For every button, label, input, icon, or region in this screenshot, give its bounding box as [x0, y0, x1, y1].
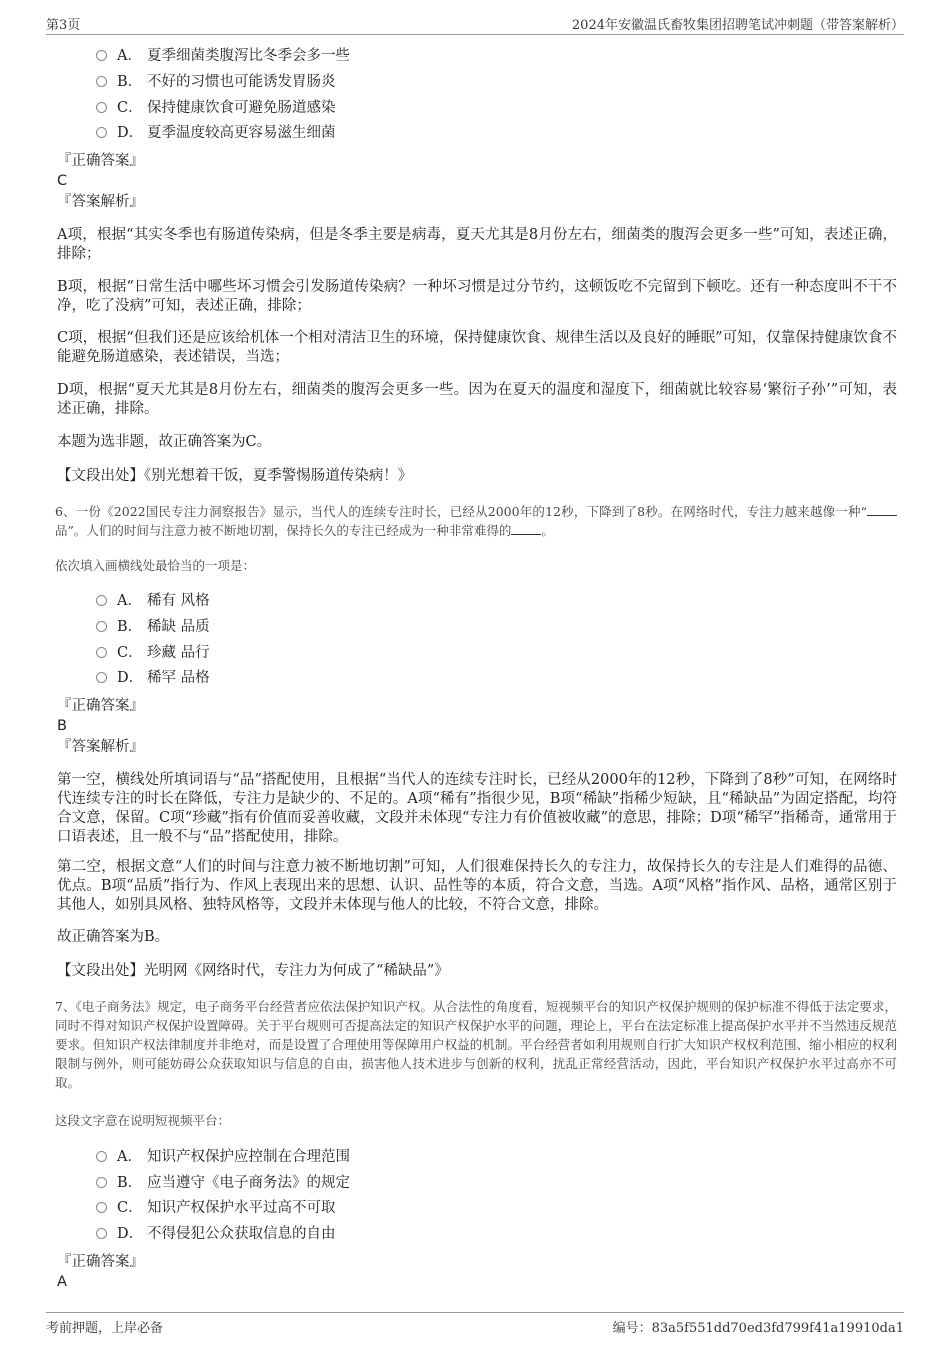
blank-line: [511, 522, 541, 535]
page-number: 第3页: [46, 18, 81, 33]
radio-icon[interactable]: [96, 127, 107, 138]
q5-option-b[interactable]: B． 不好的习惯也可能诱发胃肠炎: [96, 71, 336, 93]
page-footer: [46, 1312, 904, 1335]
document-title: 2024年安徽温氏畜牧集团招聘笔试冲刺题（带答案解析）: [571, 18, 904, 33]
q7-answer: A: [57, 1274, 67, 1290]
q5-analysis-a: A项，根据“其实冬季也有肠道传染病，但是冬季主要是病毒，夏天尤其是8月份左右，细菌类的腹泻会更多一些”可知，表述正确，排除；: [57, 227, 897, 262]
q5-answer: C: [57, 173, 68, 189]
q7-option-d[interactable]: D． 不得侵犯公众获取信息的自由: [96, 1223, 336, 1245]
q5-analysis-b: B项，根据“日常生活中哪些坏习惯会引发肠道传染病？一种坏习惯是过分节约，这顿饭吃不完留到下顿吃。还有一种态度叫不干不净，吃了没病”可知，表述正确，排除；: [57, 279, 897, 314]
page-header: [46, 14, 904, 35]
q6-option-c[interactable]: C． 珍藏 品行: [96, 642, 210, 664]
q6-conclusion: 故正确答案为B。: [57, 929, 170, 945]
q6-prompt: 依次填入画横线处最恰当的一项是：: [55, 558, 256, 573]
q5-source: 【文段出处】《别光想着干饭，夏季警惕肠道传染病！》: [57, 468, 413, 484]
radio-icon[interactable]: [96, 76, 107, 87]
radio-icon[interactable]: [96, 595, 107, 606]
radio-icon[interactable]: [96, 50, 107, 61]
q5-analysis-c: C项，根据“但我们还是应该给机体一个相对清洁卫生的环境，保持健康饮食、规律生活以及良好的睡眠”可知，仅靠保持健康饮食不能避免肠道感染，表述错误，当选；: [57, 330, 897, 365]
q5-option-d[interactable]: D． 夏季温度较高更容易滋生细菌: [96, 122, 336, 144]
q7-stem: 7、《电子商务法》规定，电子商务平台经营者应依法保护知识产权。从合法性的角度看，短视频平台的知识产权保护规则的保护标准不得低于法定要求，同时不得对知识产权保护设置障碍。关于平台规则可否提高法定的知识产权保护水平的问题，理论上，平台在法定标准上提高保护水平并不当然违反规范要求。但知识产权法律制度并非绝对，而是设置了合理使用等保障用户权益的机制。平台经营者如利用规则自行扩大知识产权权利范围、缩小相应的权利限制与例外，则可能妨碍公众获取知识与信息的自由，损害他人技术进步与创新的权利，扰乱正常经营活动，因此，平台知识产权保护水平过高亦不可取。: [55, 999, 897, 1090]
q6-option-b[interactable]: B． 稀缺 品质: [96, 616, 210, 638]
q7-prompt: 这段文字意在说明短视频平台：: [55, 1113, 231, 1128]
radio-icon[interactable]: [96, 102, 107, 113]
q5-answer-label: 『正确答案』: [57, 153, 144, 169]
radio-icon[interactable]: [96, 1177, 107, 1188]
q5-option-c[interactable]: C． 保持健康饮食可避免肠道感染: [96, 97, 336, 119]
radio-icon[interactable]: [96, 647, 107, 658]
q7-answer-label: 『正确答案』: [57, 1254, 144, 1270]
radio-icon[interactable]: [96, 1151, 107, 1162]
q5-analysis-label: 『答案解析』: [57, 194, 144, 210]
radio-icon[interactable]: [96, 1228, 107, 1239]
footer-slogan: 考前押题，上岸必备: [46, 1321, 164, 1336]
q5-analysis-d: D项，根据“夏天尤其是8月份左右，细菌类的腹泻会更多一些。因为在夏天的温度和湿度下，细菌就比较容易‘繁衍子孙’”可知，表述正确，排除。: [57, 382, 897, 417]
q6-answer-label: 『正确答案』: [57, 698, 144, 714]
q6-option-d[interactable]: D． 稀罕 品格: [96, 667, 210, 689]
radio-icon[interactable]: [96, 1202, 107, 1213]
q6-answer: B: [57, 718, 67, 734]
radio-icon[interactable]: [96, 621, 107, 632]
q5-option-a[interactable]: A． 夏季细菌类腹泻比冬季会多一些: [96, 45, 350, 67]
q6-analysis-second: 第二空，根据文意“人们的时间与注意力被不断地切割”可知，人们很难保持长久的专注力，故保持长久的专注是人们难得的品德、优点。B项“品质”指行为、作风上表现出来的思想、认识、品性等的本质，符合文意，当选。A项“风格”指作风、品格，通常区别于其他人，如别具风格、独特风格等，文段并未体现与他人的比较，不符合文意，排除。: [57, 859, 897, 913]
q7-option-a[interactable]: A． 知识产权保护应控制在合理范围: [96, 1146, 350, 1168]
radio-icon[interactable]: [96, 672, 107, 683]
q6-analysis-label: 『答案解析』: [57, 739, 144, 755]
q6-source: 【文段出处】光明网《网络时代，专注力为何成了“稀缺品”》: [57, 963, 449, 979]
q6-option-a[interactable]: A． 稀有 风格: [96, 590, 210, 612]
blank-line: [867, 503, 897, 516]
q7-option-b[interactable]: B． 应当遵守《电子商务法》的规定: [96, 1172, 350, 1194]
q7-option-c[interactable]: C． 知识产权保护水平过高不可取: [96, 1197, 336, 1219]
q6-stem: 6、一份《2022国民专注力洞察报告》显示，当代人的连续专注时长，已经从2000年的12秒，下降到了8秒。在网络时代，专注力越来越像一种“品”。人们的时间与注意力被不断地切割，保持长久的专注已经成为一种非常难得的 。: [55, 502, 897, 540]
document-id: 编号：83a5f551dd70ed3fd799f41a19910da1: [612, 1321, 904, 1336]
q6-analysis-first: 第一空，横线处所填词语与“品”搭配使用，且根据“当代人的连续专注时长，已经从2000年的12秒，下降到了8秒”可知，在网络时代连续专注的时长在降低，专注力是缺少的、不足的。A项“稀有”指很少见，B项“稀缺”指稀少短缺，且“稀缺品”为固定搭配，均符合文意，保留。C项“珍藏”指有价值而妥善收藏，文段并未体现“专注力有价值被收藏”的意思，排除；D项“稀罕”指稀奇，通常用于口语表述，且一般不与“品”搭配使用，排除。: [57, 772, 897, 845]
q5-conclusion: 本题为选非题，故正确答案为C。: [57, 434, 272, 450]
